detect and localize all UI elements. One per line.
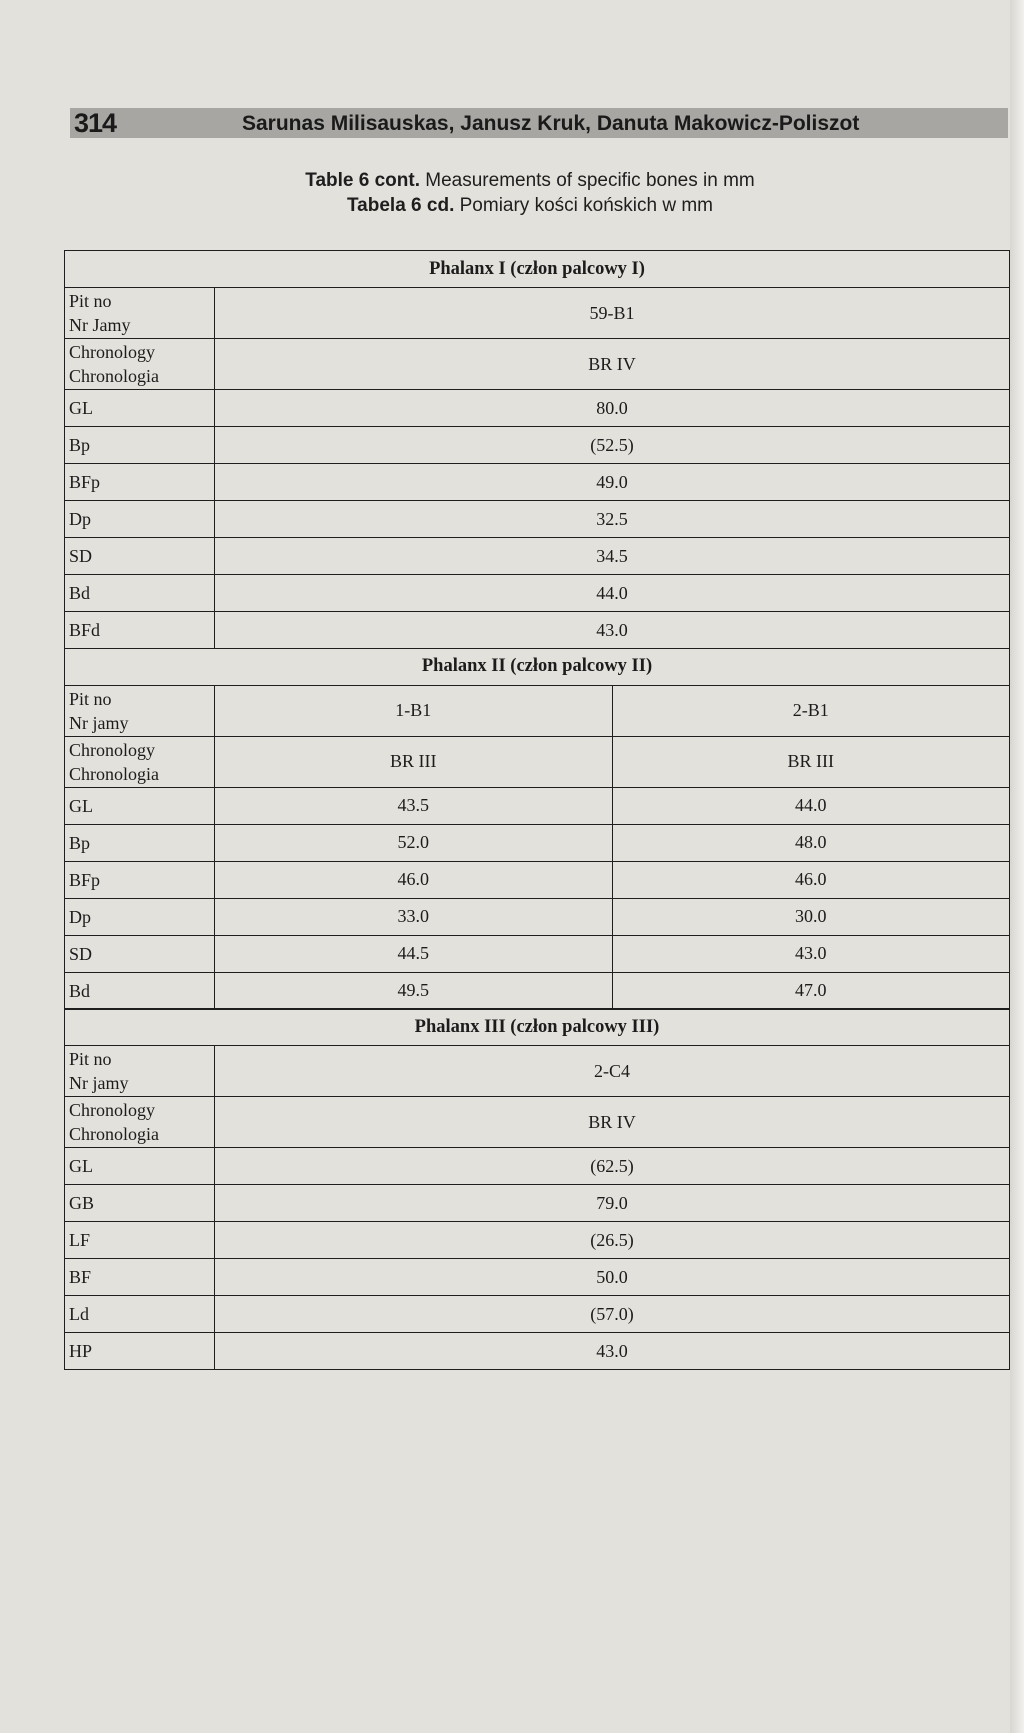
caption-pl-label: Tabela 6 cd. (346, 195, 455, 216)
measurement-label: SD (65, 538, 215, 575)
measurement-row (65, 972, 1010, 1009)
measurement-row (65, 824, 1010, 861)
chronology-value: BR III (612, 736, 1010, 787)
measurement-value: 46.0 (612, 861, 1010, 898)
chronology-label-pl: Chronologia (69, 763, 159, 784)
pit-label-en: Pit no (69, 1049, 112, 1069)
measurement-label: Bd (65, 972, 215, 1009)
measurement-label: GL (65, 390, 215, 427)
chronology-value: BR IV (215, 1097, 1010, 1148)
measurement-value: (26.5) (215, 1222, 1010, 1259)
phalanx-3-title: Phalanx III (człon palcowy III) (65, 1009, 1010, 1046)
measurement-value: 79.0 (215, 1185, 1010, 1222)
measurement-value: 46.0 (215, 861, 613, 898)
measurement-label: Bp (65, 427, 215, 464)
pit-label-en: Pit no (69, 688, 112, 709)
measurement-row (65, 538, 1010, 575)
measurement-label: GL (65, 787, 215, 824)
pit-row (65, 288, 1010, 339)
measurement-value: 43.5 (215, 787, 613, 824)
pit-value: 2-B1 (612, 685, 1010, 736)
measurement-label: Ld (65, 1296, 215, 1333)
phalanx-1-table (64, 250, 1010, 649)
measurement-label: BF (65, 1259, 215, 1296)
measurement-row (65, 1148, 1010, 1185)
measurement-value: 44.0 (612, 787, 1010, 824)
measurement-value: 30.0 (612, 898, 1010, 935)
measurement-value: 50.0 (215, 1259, 1010, 1296)
pit-label-pl: Nr jamy (69, 712, 129, 733)
measurement-value: 43.0 (612, 935, 1010, 972)
measurement-row (65, 861, 1010, 898)
measurement-row (65, 787, 1010, 824)
measurement-label: Bd (65, 575, 215, 612)
chronology-label-en: Chronology (69, 739, 156, 760)
phalanx-3-table (64, 1008, 1010, 1370)
measurement-row (65, 1185, 1010, 1222)
pit-value: 59-B1 (215, 288, 1010, 339)
phalanx-1-title: Phalanx I (człon palcowy I) (65, 251, 1010, 288)
measurement-label: SD (65, 935, 215, 972)
pit-label (65, 1046, 215, 1097)
measurement-value: 47.0 (612, 972, 1010, 1009)
chronology-value: BR III (215, 736, 613, 787)
measurement-row (65, 1222, 1010, 1259)
measurement-label: Dp (65, 898, 215, 935)
measurement-label: BFd (65, 612, 215, 649)
running-header (70, 108, 1008, 138)
measurement-value: 49.0 (215, 464, 1010, 501)
measurement-label: GB (65, 1185, 215, 1222)
measurement-value: (52.5) (215, 427, 1010, 464)
measurement-row (65, 1296, 1010, 1333)
measurement-value: 44.0 (215, 575, 1010, 612)
chronology-row (65, 1097, 1010, 1148)
pit-label (65, 685, 215, 736)
measurement-label: HP (65, 1333, 215, 1370)
measurements-table (64, 250, 1010, 1370)
page-number: 314 (74, 108, 117, 138)
chronology-value: BR IV (215, 339, 1010, 390)
measurement-row (65, 612, 1010, 649)
caption-en (60, 168, 1000, 193)
measurement-label: Dp (65, 501, 215, 538)
phalanx-2-table (64, 648, 1010, 1010)
caption-pl-text: Pomiary kości końskich w mm (459, 195, 714, 216)
measurement-value: 43.0 (215, 1333, 1010, 1370)
caption-pl (60, 193, 1000, 218)
measurement-value: 48.0 (612, 824, 1010, 861)
measurement-label: Bp (65, 824, 215, 861)
caption-en-text: Measurements of specific bones in mm (425, 170, 755, 191)
measurement-row (65, 1259, 1010, 1296)
measurement-row (65, 501, 1010, 538)
pit-label-pl: Nr jamy (69, 1073, 129, 1093)
measurement-row (65, 935, 1010, 972)
pit-label-pl: Nr Jamy (69, 315, 131, 335)
measurement-row (65, 464, 1010, 501)
pit-value: 2-C4 (215, 1046, 1010, 1097)
measurement-row (65, 575, 1010, 612)
chronology-row (65, 339, 1010, 390)
pit-row (65, 1046, 1010, 1097)
measurement-label: GL (65, 1148, 215, 1185)
chronology-label (65, 736, 215, 787)
measurement-label: LF (65, 1222, 215, 1259)
chronology-label-en: Chronology (69, 1100, 156, 1120)
measurement-value: 43.0 (215, 612, 1010, 649)
measurement-value: 32.5 (215, 501, 1010, 538)
measurement-row (65, 427, 1010, 464)
running-head-authors: Sarunas Milisauskas, Janusz Kruk, Danuta Makowicz-Poliszot (242, 112, 860, 135)
page-edge (1010, 0, 1024, 1733)
measurement-value: 34.5 (215, 538, 1010, 575)
chronology-label-pl: Chronologia (69, 366, 159, 386)
phalanx-2-title: Phalanx II (człon palcowy II) (65, 648, 1010, 685)
measurement-value: (57.0) (215, 1296, 1010, 1333)
pit-row (65, 685, 1010, 736)
measurement-value: 44.5 (215, 935, 613, 972)
measurement-value: 52.0 (215, 824, 613, 861)
chronology-label-pl: Chronologia (69, 1124, 159, 1144)
chronology-label (65, 1097, 215, 1148)
measurement-label: BFp (65, 861, 215, 898)
chronology-row (65, 736, 1010, 787)
measurement-value: 33.0 (215, 898, 613, 935)
chronology-label-en: Chronology (69, 342, 156, 362)
table-caption (60, 168, 1000, 218)
measurement-row (65, 898, 1010, 935)
pit-value: 1-B1 (215, 685, 613, 736)
caption-en-label: Table 6 cont. (305, 170, 420, 191)
measurement-value: 49.5 (215, 972, 613, 1009)
measurement-value: 80.0 (215, 390, 1010, 427)
pit-label (65, 288, 215, 339)
measurement-row (65, 390, 1010, 427)
pit-label-en: Pit no (69, 291, 112, 311)
measurement-value: (62.5) (215, 1148, 1010, 1185)
measurement-label: BFp (65, 464, 215, 501)
chronology-label (65, 339, 215, 390)
measurement-row (65, 1333, 1010, 1370)
